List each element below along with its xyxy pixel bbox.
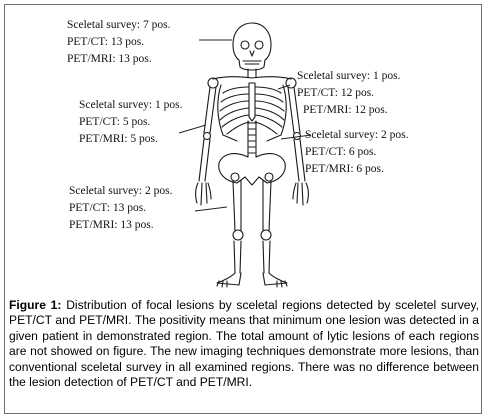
figure-caption-label: Figure 1:	[9, 298, 62, 312]
figure-caption-text: Distribution of focal lesions by sceletal regions detected by sceletel survey, PET/CT and PET/MRI. The positivity means that minimum one lesion was detected in a given patient in demonstrated region. The total amount of lytic lesions of each regions are not showed on figure. The new imaging techniques demonstrate more lesions, than conventional sceletal survey in all examined regions. There was no difference between the lesion detection of PET/CT and PET/MRI.	[9, 298, 479, 390]
figure-caption	[9, 298, 479, 390]
thorax-label-group	[297, 68, 400, 119]
pelvis-label-group	[305, 127, 408, 178]
pelvis-petct: PET/CT: 6 pos.	[305, 146, 377, 158]
pelvis-petmri: PET/MRI: 6 pos.	[305, 163, 384, 175]
upper-limb-petct: PET/CT: 5 pos.	[79, 116, 151, 128]
lower-limb-petct: PET/CT: 13 pos.	[69, 202, 147, 214]
upper-limb-petmri: PET/MRI: 5 pos.	[79, 133, 158, 145]
pelvis-sceletal-survey: Sceletal survey: 2 pos.	[305, 129, 409, 141]
lower-limb-sceletal-survey: Sceletal survey: 2 pos.	[69, 185, 173, 197]
upper-limb-label-group	[79, 97, 182, 148]
figure-illustration	[5, 5, 481, 293]
skull-petct: PET/CT: 13 pos.	[67, 36, 145, 48]
thorax-sceletal-survey: Sceletal survey: 1 pos.	[297, 70, 401, 82]
upper-limb-sceletal-survey: Sceletal survey: 1 pos.	[79, 99, 183, 111]
figure-frame	[4, 4, 482, 414]
skull-sceletal-survey: Sceletal survey: 7 pos.	[67, 19, 171, 31]
skull-petmri: PET/MRI: 13 pos.	[67, 53, 152, 65]
thorax-petmri: PET/MRI: 12 pos.	[303, 104, 388, 116]
lower-limb-petmri: PET/MRI: 13 pos.	[69, 219, 154, 231]
lower-limb-label-group	[69, 183, 172, 234]
thorax-petct: PET/CT: 12 pos.	[297, 87, 375, 99]
skull-label-group	[67, 17, 170, 68]
